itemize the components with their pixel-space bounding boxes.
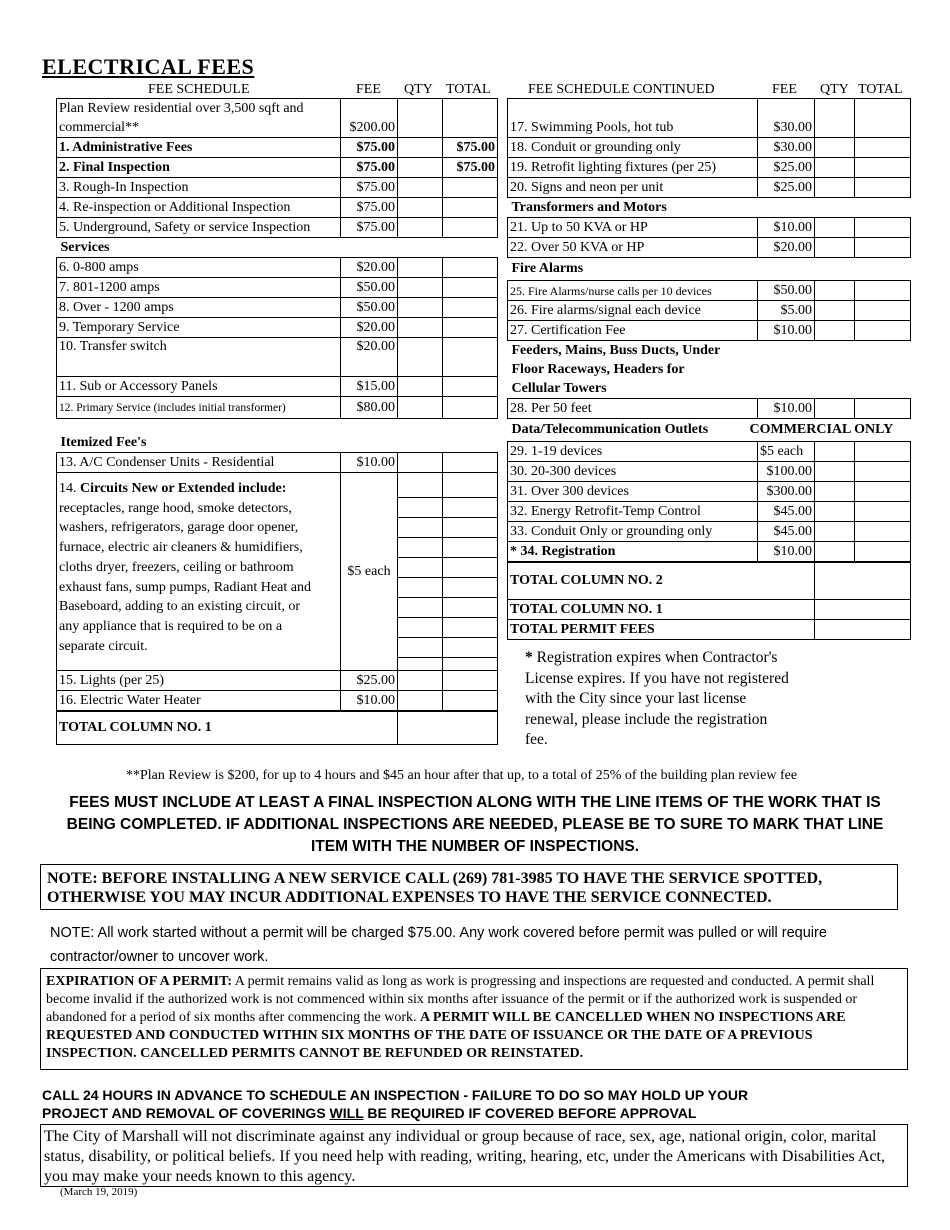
qty-cell[interactable] <box>398 338 443 377</box>
total-cell[interactable] <box>443 218 498 238</box>
table-row: 25. Fire Alarms/nurse calls per 10 devices $50.00 <box>508 281 911 301</box>
circuits-subgrid <box>397 478 497 678</box>
total-cell[interactable] <box>855 399 911 419</box>
table-row: 2. Final Inspection $75.00 $75.00 <box>57 158 498 178</box>
qty-cell[interactable] <box>815 462 855 482</box>
total-cell[interactable] <box>855 542 911 563</box>
itemized-section-title: Itemized Fee's <box>60 434 147 450</box>
table-row: 5. Underground, Safety or service Inspection $75.00 <box>57 218 498 238</box>
left-header-qty: QTY <box>404 82 433 97</box>
total-cell[interactable] <box>855 138 911 158</box>
table-row: Plan Review residential over 3,500 sqft and commercial** $200.00 <box>57 99 498 138</box>
qty-cell[interactable] <box>815 301 855 321</box>
table-row: 16. Electric Water Heater $10.00 <box>57 691 498 712</box>
table-row: 30. 20-300 devices $100.00 <box>508 462 911 482</box>
qty-cell[interactable] <box>398 138 443 158</box>
total-cell[interactable] <box>855 502 911 522</box>
total-cell[interactable] <box>443 377 498 397</box>
page-title: ELECTRICAL FEES <box>42 54 255 79</box>
fees-notice: FEES MUST INCLUDE AT LEAST A FINAL INSPECTION ALONG WITH THE LINE ITEMS OF THE WORK THAT IS BEING COMPLETED. IF ADDITIONAL INSPECTIONS ARE NEEDED, PLEASE BE TO SURE TO MARK THAT LINE ITEM WITH THE NUMBER OF INSPECTIONS. <box>66 794 884 855</box>
plan-review-fee: $200.00 <box>341 99 398 138</box>
qty-cell[interactable] <box>815 99 855 138</box>
right-header-qty: QTY <box>820 82 849 97</box>
left-header-fee: FEE <box>356 82 381 97</box>
table-row <box>508 600 911 620</box>
right-header-total: TOTAL <box>858 82 903 97</box>
qty-cell[interactable] <box>815 138 855 158</box>
total-cell[interactable] <box>855 321 911 341</box>
qty-cell[interactable] <box>398 318 443 338</box>
total-cell[interactable] <box>443 453 498 473</box>
plan-review-label: Plan Review residential over 3,500 sqft and <box>59 101 304 116</box>
qty-cell[interactable] <box>815 238 855 258</box>
table-row: 10. Transfer switch $20.00 <box>57 338 498 377</box>
total-cell[interactable] <box>443 178 498 198</box>
feeders-section-title: Feeders, Mains, Buss Ducts, Under Floor Raceways, Headers for Cellular Towers <box>511 343 721 396</box>
qty-cell[interactable] <box>398 397 443 419</box>
qty-cell[interactable] <box>815 158 855 178</box>
permit-note: NOTE: All work started without a permit will be charged $75.00. Any work covered before permit was pulled or will require contractor/owner to uncover work. <box>50 925 827 965</box>
total-cell[interactable] <box>855 522 911 542</box>
total-column-1-value[interactable] <box>398 711 498 745</box>
qty-cell[interactable] <box>398 453 443 473</box>
nondiscrimination-box: The City of Marshall will not discriminate against any individual or group because of race, sex, age, national origin, color, marital status, disability, or political beliefs. If you need help with reading, writing, hearing, etc, under the Americans with Disabilities Act, you may make your needs known to this agency. <box>40 1124 908 1187</box>
qty-cell[interactable] <box>815 522 855 542</box>
revision-date: (March 19, 2019) <box>60 1186 138 1198</box>
total-cell[interactable] <box>443 198 498 218</box>
total-column-2-label: TOTAL COLUMN NO. 2 <box>508 562 815 600</box>
table-row: 20. Signs and neon per unit $25.00 <box>508 178 911 198</box>
qty-cell[interactable] <box>815 399 855 419</box>
left-header-schedule: FEE SCHEDULE <box>148 82 250 97</box>
table-row: 33. Conduit Only or grounding only $45.00 <box>508 522 911 542</box>
total-cell[interactable] <box>855 482 911 502</box>
table-row <box>57 711 498 745</box>
qty-cell[interactable] <box>398 298 443 318</box>
table-row: * 34. Registration $10.00 <box>508 542 911 563</box>
circuits-text: 14. Circuits New or Extended include: receptacles, range hood, smoke detectors, washers, refrigerators, garage door opener, furnace, electric air cleaners & humidifiers, cloths dryer, freezers, ceiling or bathroom exhaust fans, sump pumps, Radiant Heat and Baseboard, adding to an existing circuit, or any appliance that is required to be on a separate circuit. <box>59 481 311 654</box>
table-row: 26. Fire alarms/signal each device $5.00 <box>508 301 911 321</box>
table-row: 31. Over 300 devices $300.00 <box>508 482 911 502</box>
qty-cell[interactable] <box>398 278 443 298</box>
total-cell[interactable] <box>855 99 911 138</box>
qty-cell[interactable] <box>815 281 855 301</box>
qty-cell[interactable] <box>398 377 443 397</box>
plan-review-note: **Plan Review is $200, for up to 4 hours and $45 an hour after that up, to a total of 25% of the building plan review fee <box>126 768 798 783</box>
table-row: 9. Temporary Service $20.00 <box>57 318 498 338</box>
data-section-title: Data/Telecommunication Outlets COMMERCIAL ONLY <box>511 422 894 437</box>
table-row <box>508 620 911 640</box>
table-row: 12. Primary Service (includes initial transformer) $80.00 <box>57 397 498 419</box>
right-header-fee: FEE <box>772 82 797 97</box>
total-cell[interactable] <box>443 258 498 278</box>
qty-cell[interactable] <box>815 542 855 563</box>
table-row: 15. Lights (per 25) $25.00 <box>57 671 498 691</box>
qty-cell[interactable] <box>815 502 855 522</box>
total-cell[interactable] <box>443 397 498 419</box>
qty-cell[interactable] <box>398 198 443 218</box>
qty-cell[interactable] <box>815 218 855 238</box>
table-row: 4. Re-inspection or Additional Inspection $75.00 <box>57 198 498 218</box>
qty-cell[interactable] <box>398 258 443 278</box>
table-row: 1. Administrative Fees $75.00 $75.00 <box>57 138 498 158</box>
table-row: 32. Energy Retrofit-Temp Control $45.00 <box>508 502 911 522</box>
qty-cell[interactable] <box>398 691 443 712</box>
table-row: 21. Up to 50 KVA or HP $10.00 <box>508 218 911 238</box>
total-cell[interactable] <box>855 442 911 462</box>
total-cell[interactable] <box>855 462 911 482</box>
total-cell[interactable] <box>855 281 911 301</box>
left-header-total: TOTAL <box>446 82 491 97</box>
total-column-1-label-right: TOTAL COLUMN NO. 1 <box>508 600 815 620</box>
services-section-title: Services <box>60 239 110 255</box>
table-row: 27. Certification Fee $10.00 <box>508 321 911 341</box>
transformers-section-title: Transformers and Motors <box>511 199 667 215</box>
table-row <box>508 562 911 600</box>
total-cell[interactable] <box>443 99 498 138</box>
total-permit-fees-label: TOTAL PERMIT FEES <box>508 620 815 640</box>
total-cell[interactable] <box>443 338 498 377</box>
table-row: 17. Swimming Pools, hot tub $30.00 <box>508 99 911 138</box>
commercial-only-label: COMMERCIAL ONLY <box>749 422 894 437</box>
total-column-1-value-right[interactable] <box>815 600 911 620</box>
total-cell[interactable] <box>443 278 498 298</box>
right-fee-table <box>507 98 911 640</box>
qty-cell[interactable] <box>398 158 443 178</box>
table-row: 8. Over - 1200 amps $50.00 <box>57 298 498 318</box>
qty-cell[interactable] <box>815 482 855 502</box>
table-row: 7. 801-1200 amps $50.00 <box>57 278 498 298</box>
table-row: 3. Rough-In Inspection $75.00 <box>57 178 498 198</box>
total-cell[interactable] <box>443 298 498 318</box>
total-cell[interactable] <box>855 238 911 258</box>
table-row: 28. Per 50 feet $10.00 <box>508 399 911 419</box>
total-cell[interactable] <box>855 158 911 178</box>
qty-cell[interactable] <box>398 99 443 138</box>
expiration-box: EXPIRATION OF A PERMIT: A permit remains valid as long as work is progressing and inspections are requested and conducted. A permit shall become invalid if the authorized work is not commenced within six months after issuance of the permit or if the authorized work is suspended or abandoned for a period of six months after commencing the work. A PERMIT WILL BE CANCELLED WHEN NO INSPECTIONS ARE REQUESTED AND CONDUCTED WITHIN SIX MONTHS OF THE DATE OF ISSUANCE OR THE DATE OF A PREVIOUS INSPECTION. CANCELLED PERMITS CANNOT BE REFUNDED OR REINSTATED. <box>40 968 908 1070</box>
qty-cell[interactable] <box>815 442 855 462</box>
table-row: 13. A/C Condenser Units - Residential $10.00 <box>57 453 498 473</box>
qty-cell[interactable] <box>815 178 855 198</box>
table-row: $5 each <box>57 473 498 671</box>
table-row: 11. Sub or Accessory Panels $15.00 <box>57 377 498 397</box>
total-cell[interactable] <box>443 318 498 338</box>
total-column-2-value[interactable] <box>815 562 911 600</box>
call-notice: CALL 24 HOURS IN ADVANCE TO SCHEDULE AN INSPECTION - FAILURE TO DO SO MAY HOLD UP YOUR PROJECT AND REMOVAL OF COVERINGS WILL BE REQUIRED IF COVERED BEFORE APPROVAL <box>42 1087 749 1121</box>
table-row: 29. 1-19 devices $5 each <box>508 442 911 462</box>
table-row: 22. Over 50 KVA or HP $20.00 <box>508 238 911 258</box>
qty-cell[interactable] <box>398 178 443 198</box>
fire-section-title: Fire Alarms <box>511 261 584 276</box>
total-permit-fees-value[interactable] <box>815 620 911 640</box>
qty-cell[interactable] <box>398 218 443 238</box>
total-column-1-label: TOTAL COLUMN NO. 1 <box>57 711 398 745</box>
total-cell[interactable] <box>855 178 911 198</box>
qty-cell[interactable] <box>815 321 855 341</box>
table-row: 19. Retrofit lighting fixtures (per 25) $25.00 <box>508 158 911 178</box>
right-header-schedule: FEE SCHEDULE CONTINUED <box>528 82 715 97</box>
total-cell[interactable] <box>855 218 911 238</box>
total-cell[interactable] <box>855 301 911 321</box>
table-row: 18. Conduit or grounding only $30.00 <box>508 138 911 158</box>
total-cell[interactable] <box>443 691 498 712</box>
table-row: 6. 0-800 amps $20.00 <box>57 258 498 278</box>
registration-note: * Registration expires when Contractor's License expires. If you have not registered with the City since your last license renewal, please include the registration fee. <box>525 649 789 748</box>
service-note-box: NOTE: BEFORE INSTALLING A NEW SERVICE CALL (269) 781-3985 TO HAVE THE SERVICE SPOTTED, OTHERWISE YOU MAY INCUR ADDITIONAL EXPENSES TO HAVE THE SERVICE CONNECTED. <box>40 864 898 910</box>
